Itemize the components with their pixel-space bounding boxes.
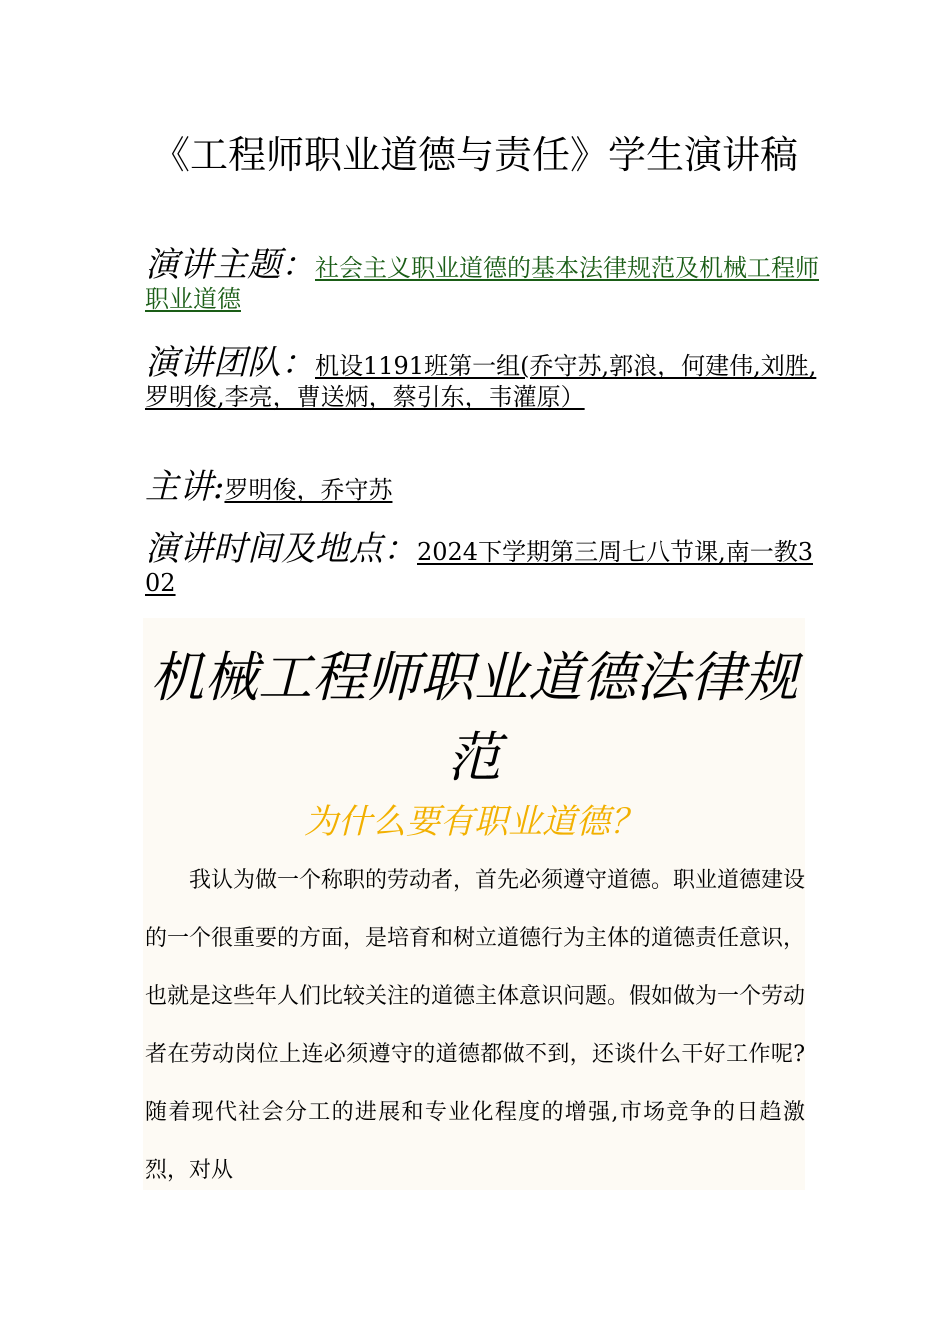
panel-subtitle: 为什么要有职业道德？ — [304, 802, 644, 842]
team-value: 机设1191班第一组(乔守苏,郭浪，何建伟,刘胜,罗明俊,李亮，曹送炳，蔡引东，韦灌原） — [145, 352, 817, 411]
topic-value: 社会主义职业道德的基本法律规范及机械工程师职业道德 — [145, 254, 819, 313]
timeplace-value: 2024下学期第三周七八节课,南一教302 — [145, 538, 813, 597]
speaker-section — [145, 467, 820, 507]
panel-body-paragraph: 我认为做一个称职的劳动者，首先必须遵守道德。职业道德建设的一个很重要的方面，是培育和树立道德行为主体的道德责任意识，也就是这些年人们比较关注的道德主体意识问题。假如做为一个劳动者在劳动岗位上连必须遵守的道德都做不到，还谈什么干好工作呢?随着现代社会分工的进展和专业化程度的增强,市场竞争的日趋激烈，对从 — [145, 868, 806, 1183]
team-label: 演讲团队： — [145, 343, 315, 383]
timeplace-label: 演讲时间及地点： — [145, 529, 417, 569]
topic-label: 演讲主题： — [145, 245, 315, 285]
document-title: 《工程师职业道德与责任》学生演讲稿 — [151, 133, 798, 177]
topic-section — [145, 245, 820, 315]
panel-title: 机械工程师职业道德法律规范 — [150, 646, 798, 789]
speaker-value: 罗明俊，乔守苏 — [224, 476, 393, 504]
speaker-label: 主讲: — [145, 467, 225, 507]
team-section — [145, 343, 820, 413]
timeplace-section — [145, 529, 820, 599]
content-panel — [143, 618, 805, 1190]
